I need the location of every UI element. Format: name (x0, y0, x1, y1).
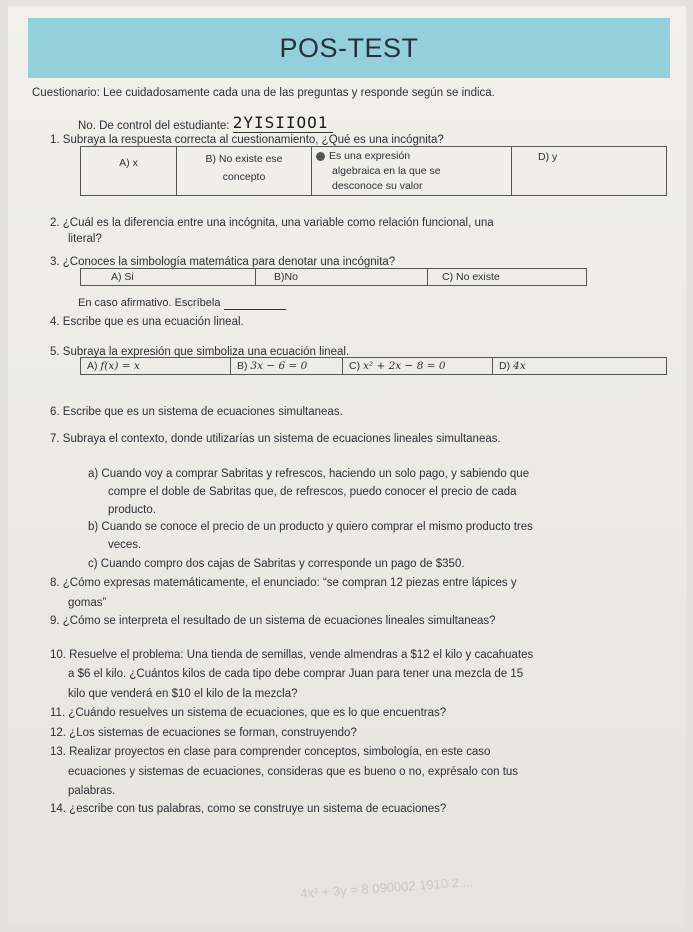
q3-option-b-label: B)No (274, 271, 298, 283)
q1-option-b-line2: concepto (222, 171, 266, 183)
question-7: 7. Subraya el contexto, donde utilizarías un sistema de ecuaciones lineales simultaneas. (50, 433, 501, 445)
student-id-label: No. De control del estudiante: (78, 120, 230, 132)
q1-option-b[interactable] (177, 147, 312, 195)
question-13-line1: 13. Realizar proyectos en clase para comprender conceptos, simbología, en este caso (50, 746, 491, 758)
question-13-line3: palabras. (68, 785, 116, 797)
question-10-line3: kilo que venderá en $10 el kilo de la mezcla? (68, 688, 298, 700)
q1-options-table (80, 146, 667, 196)
q5-option-b-expr: 3x − 6 = 0 (250, 360, 308, 372)
q5-option-c-letter: C) (349, 360, 361, 372)
q1-option-a-label: A) x (119, 157, 138, 169)
question-3: 3. ¿Conoces la simbología matemática para denotar una incógnita? (50, 256, 396, 268)
q1-option-d-label: D) y (538, 151, 558, 163)
q1-option-d[interactable] (512, 147, 664, 195)
q3-options-table (80, 268, 587, 286)
q5-option-a-letter: A) (87, 360, 98, 372)
q5-option-d-letter: D) (499, 360, 511, 372)
question-10-line1: 10. Resuelve el problema: Una tienda de semillas, vende almendras a $12 el kilo y cacahuates (50, 649, 534, 661)
page-title: POS-TEST (279, 32, 419, 63)
student-id-value: 2YISIIOO1 (232, 113, 329, 132)
q3-option-a-label: A) Si (111, 271, 134, 283)
q3-follow-up (78, 296, 286, 310)
instructions: Cuestionario: Lee cuidadosamente cada una de las preguntas y responde según se indica. (32, 87, 495, 99)
question-4: 4. Escribe que es una ecuación lineal. (50, 316, 244, 328)
q5-options-table (80, 357, 667, 375)
q5-option-d[interactable] (493, 358, 666, 374)
q7-option-a-line3: producto. (108, 504, 156, 516)
q7-option-c[interactable]: c) Cuando compro dos cajas de Sabritas y corresponde un pago de $350. (88, 558, 465, 570)
question-13-line2: ecuaciones y sistemas de ecuaciones, consideras que es bueno o no, exprésalo con tus (68, 766, 519, 778)
q5-option-b-letter: B) (237, 360, 248, 372)
q5-option-c[interactable] (343, 358, 493, 374)
question-14: 14. ¿escribe con tus palabras, como se construye un sistema de ecuaciones? (50, 803, 447, 815)
q5-option-c-expr: x² + 2x − 8 = 0 (363, 360, 446, 372)
question-8-line1: 8. ¿Cómo expresas matemáticamente, el enunciado: “se compran 12 piezas entre lápices y (50, 577, 517, 589)
question-2-line2: literal? (68, 233, 102, 245)
question-8-line2: gomas” (68, 597, 107, 609)
q7-option-b-line2: veces. (108, 539, 142, 551)
q1-option-b-line1: B) No existe ese (205, 153, 283, 165)
question-5: 5. Subraya la expresión que simboliza una ecuación lineal. (50, 346, 350, 358)
q1-option-c[interactable] (312, 147, 512, 195)
question-6: 6. Escribe que es un sistema de ecuaciones simultaneas. (50, 406, 343, 418)
bleed-through-text: 4x² + 3y = 8 090002 1910 2 ... (299, 873, 474, 902)
q3-option-a[interactable] (81, 269, 256, 285)
q3-answer-field[interactable] (224, 299, 286, 310)
q1-option-a[interactable] (81, 147, 177, 195)
q7-option-a-line2: compre el doble de Sabritas que, de refrescos, puedo conocer el precio de cada (108, 486, 517, 498)
question-11: 11. ¿Cuándo resuelves un sistema de ecuaciones, que es lo que encuentras? (50, 707, 447, 719)
question-1: 1. Subraya la respuesta correcta al cuestionamiento, ¿Qué es una incógnita? (50, 134, 444, 146)
q5-option-a-expr: f(x) = x (100, 360, 140, 372)
question-10-line2: a $6 el kilo. ¿Cuántos kilos de cada tipo debe comprar Juan para tener una mezcla de 15 (68, 668, 524, 680)
q5-option-a[interactable] (81, 358, 231, 374)
q3-option-c[interactable] (428, 269, 584, 285)
option-c-bullet-icon (316, 152, 325, 161)
question-2-line1: 2. ¿Cuál es la diferencia entre una incógnita, una variable como relación funcional, una (50, 217, 494, 229)
title-banner (28, 18, 670, 78)
q3-option-c-label: C) No existe (442, 271, 500, 283)
q3-option-b[interactable] (256, 269, 428, 285)
q1-option-c-line1: Es una expresión (329, 150, 411, 162)
question-12: 12. ¿Los sistemas de ecuaciones se forman, construyendo? (50, 727, 357, 739)
q7-option-b-line1[interactable]: b) Cuando se conoce el precio de un producto y quiero comprar el mismo producto tres (88, 521, 533, 533)
student-id-field[interactable] (232, 113, 333, 133)
q1-option-c-line2: algebraica en la que se (332, 165, 441, 177)
q5-option-b[interactable] (231, 358, 343, 374)
q1-option-c-line3: desconoce su valor (332, 180, 423, 192)
q7-option-a-line1[interactable]: a) Cuando voy a comprar Sabritas y refrescos, haciendo un solo pago, y sabiendo que (88, 468, 530, 480)
student-id-line (78, 113, 333, 133)
q5-option-d-expr: 4x (513, 360, 526, 372)
question-9: 9. ¿Cómo se interpreta el resultado de un sistema de ecuaciones lineales simultaneas? (50, 615, 496, 627)
q3-follow-up-label: En caso afirmativo. Escríbela (78, 297, 221, 309)
